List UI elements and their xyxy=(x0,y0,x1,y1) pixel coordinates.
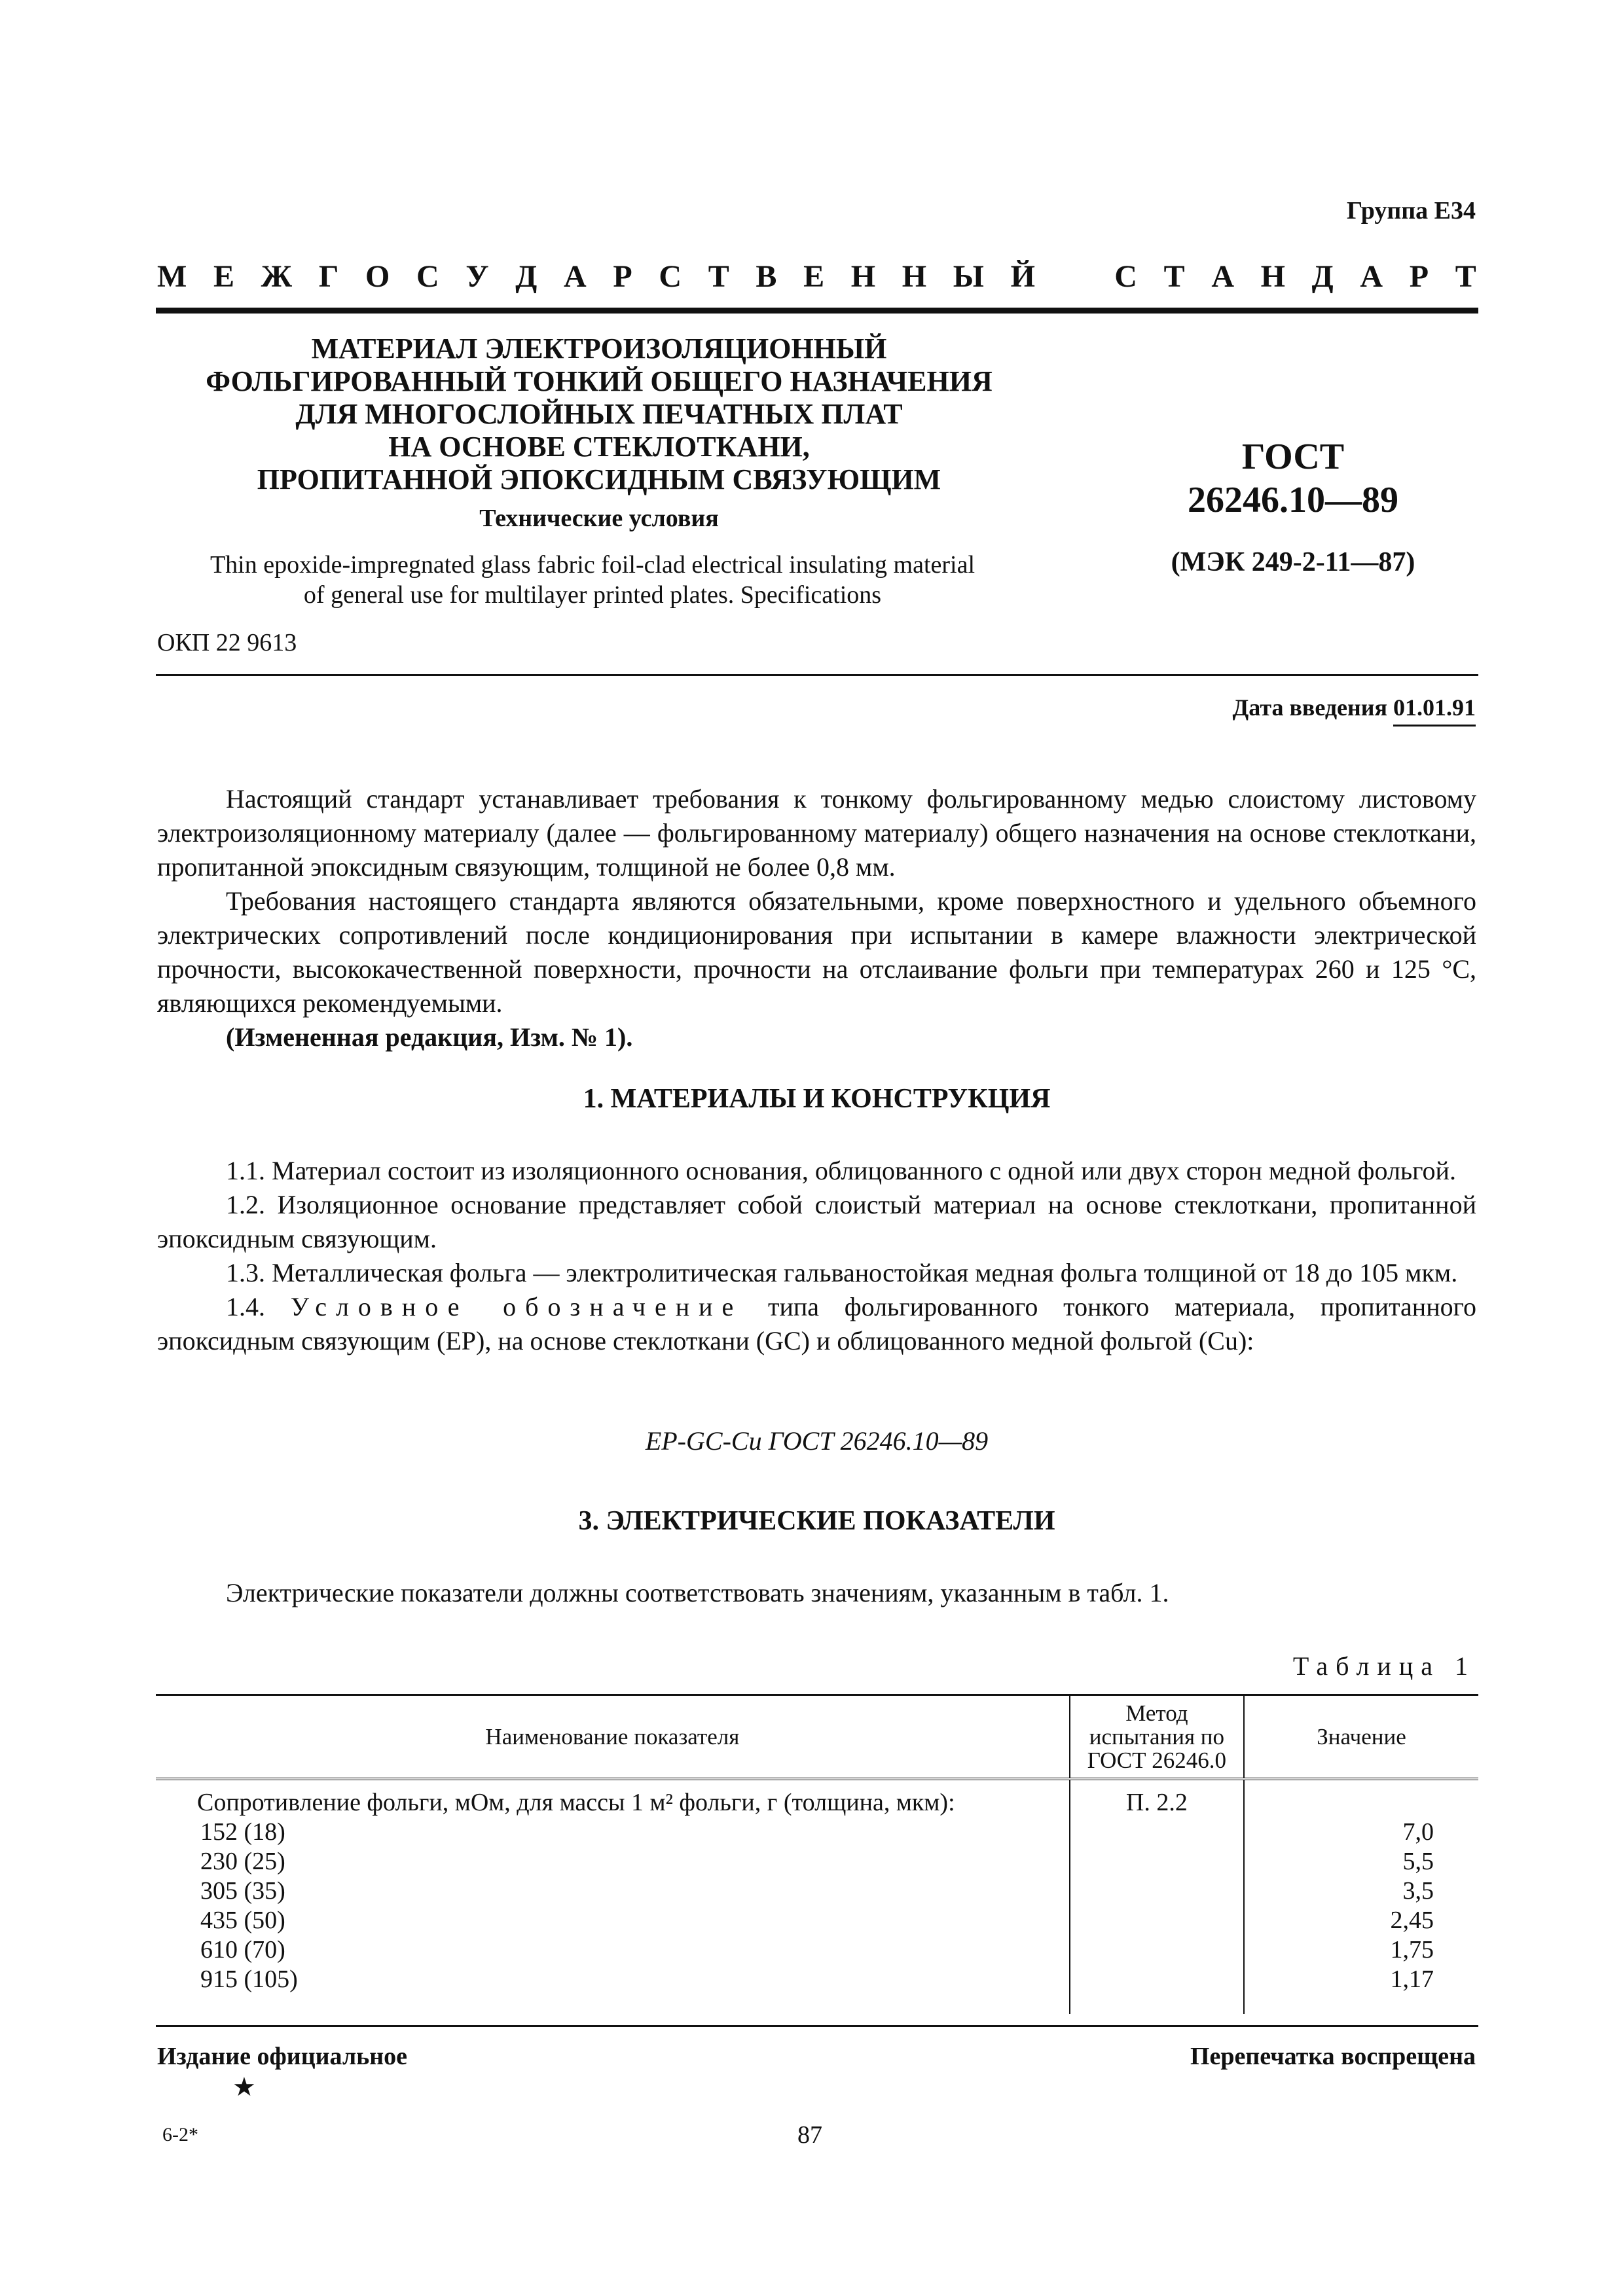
title-line: ПРОПИТАННОЙ ЭПОКСИДНЫМ СВЯЗУЮЩИМ xyxy=(257,463,941,495)
title-line: МАТЕРИАЛ ЭЛЕКТРОИЗОЛЯЦИОННЫЙ xyxy=(311,332,887,365)
value-item: 3,5 xyxy=(1402,1877,1434,1905)
interstate-standard-banner xyxy=(157,259,1476,295)
iec-reference: (МЭК 249-2-11—87) xyxy=(1171,547,1415,577)
star-icon: ★ xyxy=(232,2072,256,2102)
banner-letter: О xyxy=(365,259,390,294)
sheet-mark: 6-2* xyxy=(162,2124,198,2145)
paragraph: 1.1. Материал состоит из изоляционного основания, облицованного с одной или двух сторон медной фольгой. xyxy=(226,1156,1456,1185)
banner-letter: Д xyxy=(515,259,538,294)
title-line: ФОЛЬГИРОВАННЫЙ ТОНКИЙ ОБЩЕГО НАЗНАЧЕНИЯ xyxy=(206,365,993,397)
header-rule xyxy=(156,308,1478,314)
table-1 xyxy=(156,1694,1478,2014)
header-line: Метод xyxy=(1125,1700,1188,1726)
banner-letter: Е xyxy=(803,259,825,294)
banner-letter: В xyxy=(756,259,777,294)
gost-code: 26246.10—89 xyxy=(1188,480,1398,520)
english-title-line: Thin epoxide-impregnated glass fabric foil-clad electrical insulating material xyxy=(210,551,976,579)
paragraph: Настоящий стандарт устанавливает требования к тонкому фольгированному медью слоистому листовому электроизоляционному материалу (далее — фольгированному материалу) общего назначения на основе стеклоткани, пропитанной эпоксидным связующим, толщиной не более 0,8 мм. xyxy=(157,784,1476,882)
row-item: 915 (105) xyxy=(200,1965,298,1993)
banner-letter: Г xyxy=(318,259,339,294)
banner-letter: Н xyxy=(902,259,927,294)
value-item: 1,75 xyxy=(1390,1936,1434,1964)
banner-letter: А xyxy=(1211,259,1234,294)
paragraph: 1.3. Металлическая фольга — электролитическая гальваностойкая медная фольга толщиной от 18 до 105 мкм. xyxy=(226,1258,1458,1287)
group-code: Группа Е34 xyxy=(1346,197,1476,224)
banner-letter: С xyxy=(416,259,439,294)
banner-letter: У xyxy=(465,259,489,294)
method-value: П. 2.2 xyxy=(1125,1789,1188,1816)
banner-letter: Т xyxy=(1455,259,1476,294)
section-heading: 3. ЭЛЕКТРИЧЕСКИЕ ПОКАЗАТЕЛИ xyxy=(578,1506,1055,1536)
english-title-line: of general use for multilayer printed plates. Specifications xyxy=(303,581,882,609)
table-cell-value xyxy=(1244,1779,1478,2014)
value-item: 7,0 xyxy=(1402,1818,1434,1846)
value-item: 2,45 xyxy=(1390,1907,1434,1934)
paragraph xyxy=(157,1290,1476,1358)
banner-letter: Й xyxy=(1010,259,1035,294)
date-value: 01.01.91 xyxy=(1393,694,1476,726)
header-line: ГОСТ 26246.0 xyxy=(1087,1747,1227,1773)
clause-text: типа фольгированного тонкого материала, пропитанного эпоксидным связующим (ЕР), на основе стеклоткани (GC) и облицованного медной фольгой (Cu): xyxy=(157,1292,1477,1355)
gost-label: ГОСТ xyxy=(1241,437,1345,477)
official-edition: Издание официальное xyxy=(157,2043,408,2070)
table-label: Таблица 1 xyxy=(1292,1651,1476,1681)
banner-letter: Д xyxy=(1311,259,1334,294)
row-item: 305 (35) xyxy=(200,1877,285,1905)
date-label: Дата введения xyxy=(1232,694,1387,721)
column-header-value: Значение xyxy=(1244,1695,1478,1780)
gost-number xyxy=(1113,435,1473,522)
banner-letter: Р xyxy=(1409,259,1429,294)
value-item: 5,5 xyxy=(1402,1848,1434,1875)
banner-letter: Н xyxy=(1260,259,1285,294)
clause-number: 1.4. xyxy=(226,1292,265,1321)
title-line: НА ОСНОВЕ СТЕКЛОТКАНИ, xyxy=(388,431,810,463)
table-row xyxy=(156,1779,1478,2014)
section1-text xyxy=(157,1154,1476,1358)
page-number: 87 xyxy=(797,2121,822,2149)
section3-text xyxy=(157,1576,1476,1610)
row-item: 152 (18) xyxy=(200,1818,285,1846)
row-item: 610 (70) xyxy=(200,1936,285,1964)
banner-letter: Т xyxy=(708,259,729,294)
amendment-note: (Измененная редакция, Изм. № 1). xyxy=(226,1022,633,1052)
english-title xyxy=(157,550,1028,610)
section-heading: 1. МАТЕРИАЛЫ И КОНСТРУКЦИЯ xyxy=(583,1084,1051,1114)
banner-letter: А xyxy=(1360,259,1383,294)
designation-example: EP-GC-Cu ГОСТ 26246.10—89 xyxy=(645,1426,989,1456)
header-line: испытания по xyxy=(1089,1723,1225,1749)
banner-letter: Ы xyxy=(953,259,984,294)
okp-code: ОКП 22 9613 xyxy=(157,629,297,656)
banner-letter: Р xyxy=(613,259,632,294)
document-title xyxy=(170,332,1028,496)
banner-letter: С xyxy=(1114,259,1137,294)
reprint-prohibited: Перепечатка воспрещена xyxy=(1190,2043,1476,2070)
footer-rule xyxy=(156,2025,1478,2027)
column-header-method xyxy=(1070,1695,1244,1780)
banner-letter: Ж xyxy=(261,259,293,294)
spaced-term: Условное обозначение xyxy=(290,1292,743,1321)
row-item: 435 (50) xyxy=(200,1907,285,1934)
banner-letter: Т xyxy=(1163,259,1185,294)
banner-letter: А xyxy=(564,259,587,294)
paragraph: Требования настоящего стандарта являются обязательными, кроме поверхностного и удельного объемного электрических сопротивлений после кондиционирования при испытании в камере влажности электрической прочности, высококачественной поверхности, прочности на отслаивание фольги при температурах 260 и 125 °С, являющихся рекомендуемыми. xyxy=(157,886,1476,1018)
banner-letter: С xyxy=(659,259,682,294)
document-subtitle: Технические условия xyxy=(479,505,719,532)
intro-text xyxy=(157,782,1476,1054)
introduction-date xyxy=(1233,694,1476,721)
title-line: ДЛЯ МНОГОСЛОЙНЫХ ПЕЧАТНЫХ ПЛАТ xyxy=(295,398,903,430)
banner-letter: Е xyxy=(213,259,234,294)
paragraph: Электрические показатели должны соответствовать значениям, указанным в табл. 1. xyxy=(226,1578,1169,1607)
banner-letter: М xyxy=(157,259,187,294)
banner-letter: Н xyxy=(850,259,876,294)
row-title: Сопротивление фольги, мОм, для массы 1 м² фольги, г (толщина, мкм): xyxy=(197,1789,955,1816)
paragraph: 1.2. Изоляционное основание представляет собой слоистый материал на основе стеклоткани, пропитанной эпоксидным связующим. xyxy=(157,1190,1476,1253)
table-cell-name xyxy=(156,1779,1070,2014)
value-item: 1,17 xyxy=(1390,1965,1434,1993)
row-item: 230 (25) xyxy=(200,1848,285,1875)
table-cell-method xyxy=(1070,1779,1244,2014)
column-header-name: Наименование показателя xyxy=(156,1695,1070,1780)
title-rule xyxy=(156,674,1478,676)
